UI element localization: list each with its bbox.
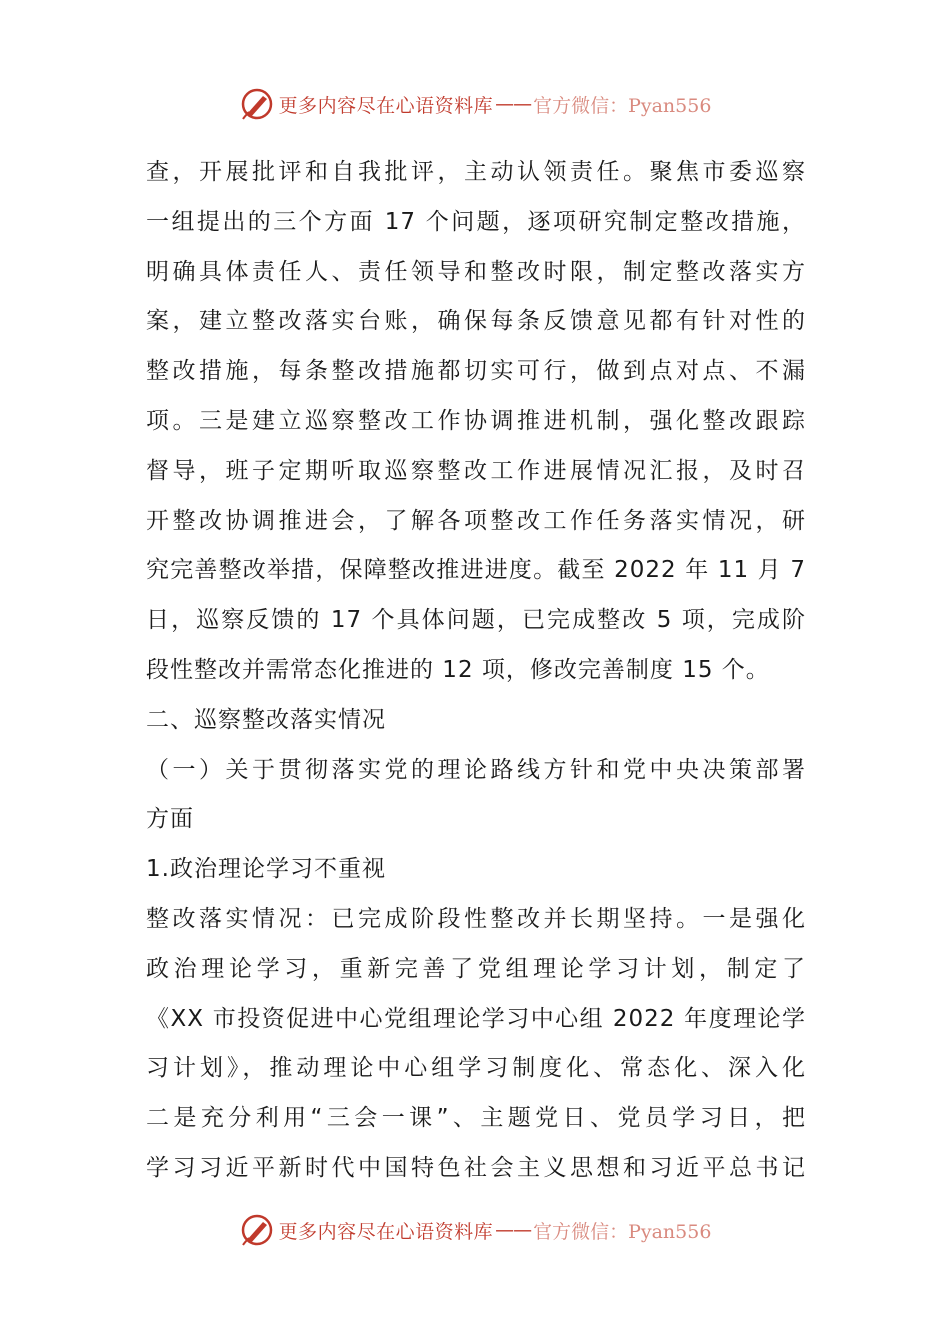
- text-line: 督导，班子定期听取巡察整改工作进展情况汇报，及时召: [146, 457, 806, 484]
- pen-logo-icon: [239, 1212, 275, 1248]
- watermark-dash: ——: [495, 1219, 532, 1241]
- text-line: 查，开展批评和自我批评，主动认领责任。聚焦市委巡察: [146, 159, 806, 185]
- text-line: 整改落实情况：已完成阶段性整改并长期坚持。一是强化: [146, 905, 806, 932]
- text-line: 项。三是建立巡察整改工作协调推进机制，强化整改跟踪: [146, 407, 806, 434]
- item-heading: 1.政治理论学习不重视: [146, 856, 386, 883]
- document-body: [146, 148, 806, 1194]
- text-line: 日，巡察反馈的 17 个具体问题，已完成整改 5 项，完成阶: [146, 607, 806, 634]
- watermark-site-text: 更多内容尽在心语资料库: [278, 94, 494, 117]
- watermark-contact: 官方微信：Pyan556: [533, 1220, 712, 1243]
- subsection-heading: （一）关于贯彻落实党的理论路线方针和党中央决策部署: [146, 756, 806, 783]
- text-line: 明确具体责任人、责任领导和整改时限，制定整改落实方: [146, 258, 806, 285]
- subsection-heading-cont: 方面: [146, 806, 194, 833]
- text-line: 《XX 市投资促进中心党组理论学习中心组 2022 年度理论学: [146, 1005, 806, 1032]
- section-heading: 二、巡察整改落实情况: [146, 706, 386, 733]
- text-line: 案，建立整改落实台账，确保每条反馈意见都有针对性的: [146, 308, 806, 335]
- watermark-dash: ——: [495, 93, 532, 115]
- text-line: 习计划》，推动理论中心组学习制度化、常态化、深入化: [146, 1055, 806, 1082]
- text-line: 政治理论学习，重新完善了党组理论学习计划，制定了: [146, 955, 806, 982]
- pen-logo-icon: [239, 86, 275, 122]
- text-line: 二是充分利用“三会一课”、主题党日、党员学习日，把: [146, 1105, 806, 1132]
- watermark-contact: 官方微信：Pyan556: [533, 94, 712, 117]
- text-line: 段性整改并需常态化推进的 12 项，修改完善制度 15 个。: [146, 656, 770, 683]
- text-line: 整改措施，每条整改措施都切实可行，做到点对点、不漏: [146, 358, 806, 385]
- text-line: 学习习近平新时代中国特色社会主义思想和习近平总书记: [146, 1154, 806, 1181]
- text-line: 一组提出的三个方面 17 个问题，逐项研究制定整改措施，: [146, 208, 806, 235]
- watermark-site-text: 更多内容尽在心语资料库: [278, 1220, 494, 1243]
- text-line: 开整改协调推进会，了解各项整改工作任务落实情况，研: [146, 507, 806, 534]
- watermark-banner-top: [0, 82, 950, 126]
- text-line: 究完善整改举措，保障整改推进进度。截至 2022 年 11 月 7: [146, 557, 806, 584]
- watermark-banner-bottom: [0, 1208, 950, 1252]
